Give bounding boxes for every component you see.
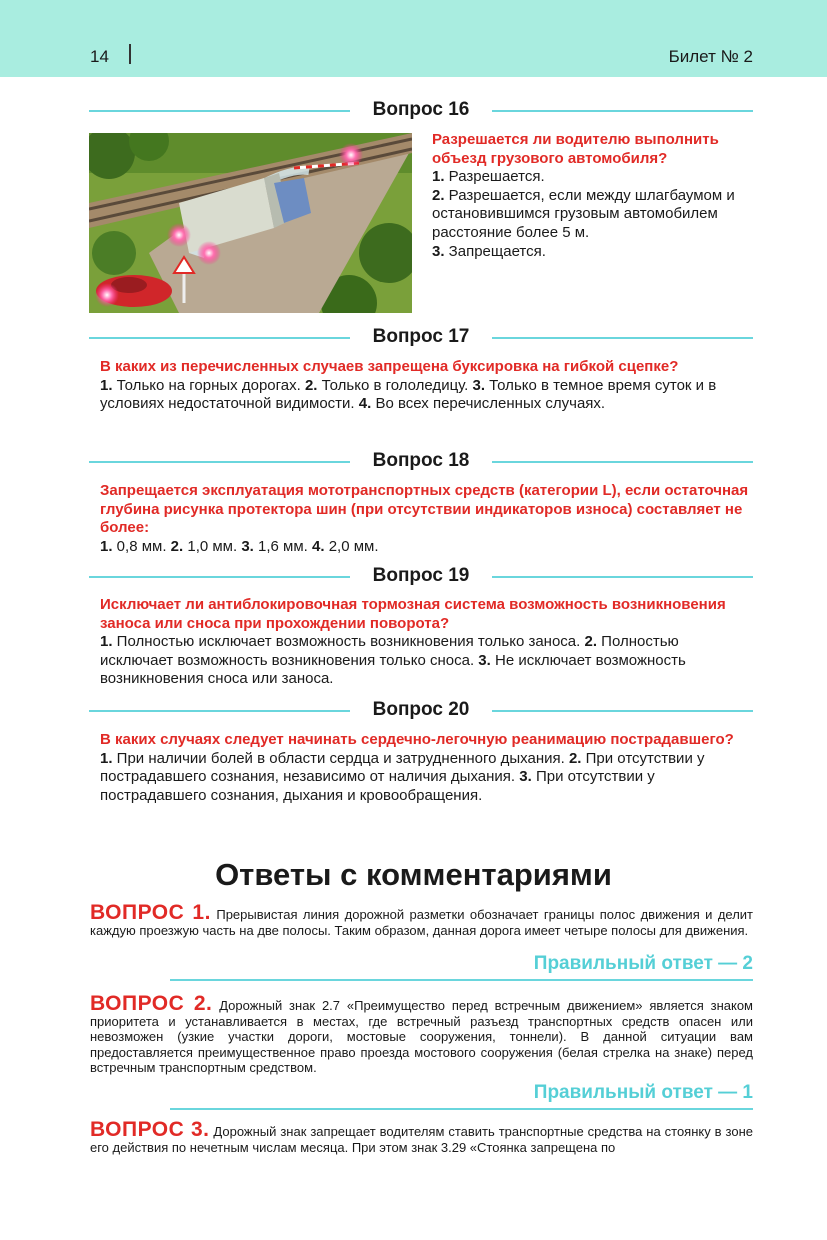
question-18-heading: [89, 450, 753, 472]
answer-options: 1. При наличии болей в области сердца и затрудненного дыхания. 2. При отсутствии у пострадавшего сознания, независимо от наличия дыхания. 3. При отсутствии у пострадавшего сознания, дыхания и кровообращения.: [100, 749, 705, 804]
question-19-body: [100, 596, 754, 689]
correct-answer-2: Правильный ответ — 1: [533, 1082, 753, 1103]
correct-answer-1: Правильный ответ — 2: [533, 953, 753, 974]
answer-divider: [170, 1108, 753, 1110]
answer-label: ВОПРОС 3.: [90, 1118, 210, 1141]
answer-divider: [170, 979, 753, 981]
question-title: Вопрос 17: [372, 326, 470, 347]
question-16-body: [432, 131, 756, 261]
answer-comment-2: [90, 992, 753, 1076]
railway-crossing-illustration: [89, 133, 412, 313]
question-prompt: Запрещается эксплуатация мототранспортных средств (категории L), если остаточная глубина рисунка протектора шин (при отсутствии индикаторов износа) составляет не более:: [100, 482, 749, 536]
question-title: Вопрос 19: [372, 565, 470, 586]
header-divider: [129, 44, 131, 64]
question-17-body: [100, 358, 754, 414]
answer-options: 1. Полностью исключает возможность возникновения только заноса. 2. Полностью исключает возможность возникновения только сноса. 3. Не исключает возможность возникновения сноса или заноса.: [100, 633, 686, 687]
question-prompt: Исключает ли антиблокировочная тормозная система возможность возникновения заноса или сноса при прохождении поворота?: [100, 596, 726, 632]
answer-option: 3. Запрещается.: [432, 242, 546, 260]
question-20-body: [100, 731, 754, 805]
page-header: [0, 0, 827, 77]
answer-comment-text: Дорожный знак 2.7 «Преимущество перед встречным движением» является знаком приоритета и устанавливается в местах, где встречный разъезд транспортных средств опасен или невозможен (узкие участки дороги, мостовые сооружения, тоннели). В данной ситуации вам предоставляется преимущественное право проезда мостового сооружения (белая стрелка на знаке) перед встречным транспортным средством.: [90, 998, 753, 1076]
answer-options: 1. 0,8 мм. 2. 1,0 мм. 3. 1,6 мм. 4. 2,0 мм.: [100, 537, 379, 555]
answer-option: 1. Разрешается.: [432, 168, 545, 186]
page-number: 14: [90, 47, 109, 66]
question-16-heading: [89, 99, 753, 121]
question-prompt: В каких из перечисленных случаев запрещена буксировка на гибкой сцепке?: [100, 358, 679, 375]
question-prompt: В каких случаях следует начинать сердечно-легочную реанимацию пострадавшего?: [100, 731, 734, 748]
question-title: Вопрос 18: [372, 450, 470, 471]
answer-comment-1: [90, 901, 753, 938]
question-prompt: Разрешается ли водителю выполнить объезд грузового автомобиля?: [432, 131, 719, 167]
answer-comment-3: [90, 1118, 753, 1155]
answer-options: 1. Только на горных дорогах. 2. Только в гололедицу. 3. Только в темное время суток и в условиях недостаточной видимости. 4. Во всех перечисленных случаях.: [100, 376, 717, 412]
ticket-label: Билет № 2: [668, 47, 753, 66]
answer-comment-text: Дорожный знак запрещает водителям ставить транспортные средства на стоянку в зоне его действия по нечетным числам месяца. При этом знак 3.29 «Стоянка запрещена по: [90, 1124, 753, 1155]
question-18-body: [100, 482, 754, 556]
question-20-heading: [89, 699, 753, 721]
answers-section-title: Ответы с комментариями: [215, 857, 612, 892]
answer-label: ВОПРОС 1.: [90, 901, 211, 924]
question-17-heading: [89, 326, 753, 348]
question-title: Вопрос 16: [372, 99, 470, 120]
answer-comment-text: Прерывистая линия дорожной разметки обозначает границы полос движения и делит каждую проезжую часть на две полосы. Таким образом, данная дорога имеет четыре полосы для движения.: [90, 907, 753, 938]
question-19-heading: [89, 565, 753, 587]
answer-option: 2. Разрешается, если между шлагбаумом и остановившимся грузовым автомобилем расстояние более 5 м.: [432, 186, 735, 241]
question-title: Вопрос 20: [372, 699, 470, 720]
answer-label: ВОПРОС 2.: [90, 992, 213, 1015]
